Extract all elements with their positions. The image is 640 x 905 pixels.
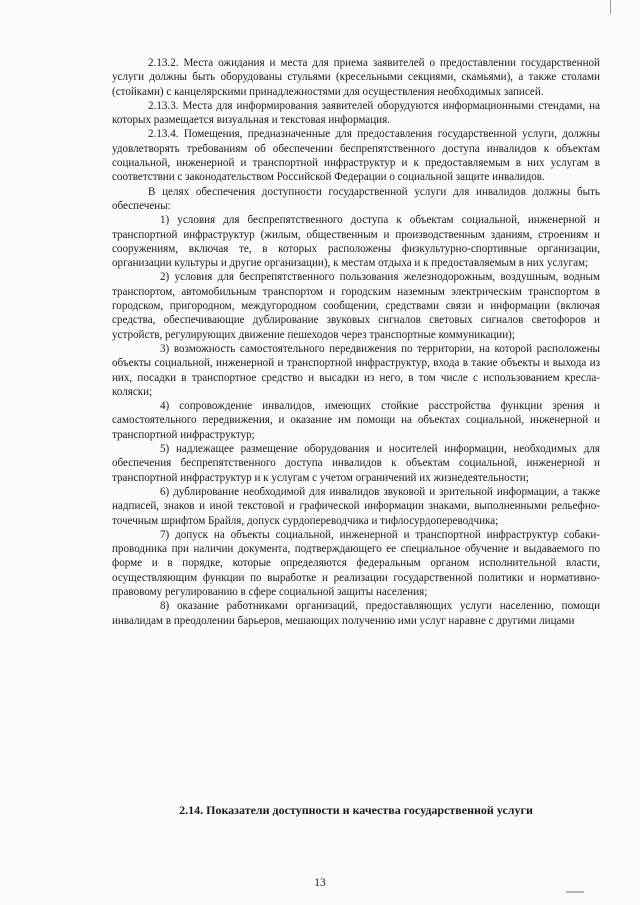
section-heading: 2.14. Показатели доступности и качества государственной услуги (179, 803, 533, 817)
list-item-4: 4) сопровождение инвалидов, имеющих стойкие расстройства функции зрения и самостоятельного передвижения, и оказание им помощи на объектах социальной, инженерной и транспортной инфраструктур; (112, 400, 600, 441)
list-item-3: 3) возможность самостоятельного передвижения по территории, на которой расположены объекты социальной, инженерной и транспортной инфраструктур, входа в такие объекты и выхода из них, посадки в транспортное средство и высадки из него, в том числе с использованием кресла-коляски; (112, 342, 600, 398)
list-item-5: 5) надлежащее размещение оборудования и носителей информации, необходимых для обеспечения беспрепятственного доступа инвалидов к объектам социальной, инженерной и транспортной инфраструктур и к услугам с учетом ограничений их жизнедеятельности; (112, 443, 600, 484)
list-item-1: 1) условия для беспрепятственного доступа к объектам социальной, инженерной и транспортной инфраструктур (жилым, общественным и производственным зданиям, строениям и сооружениям, включая те, в которых расположены физкультурно-спортивные организации, организации культуры и другие организации), к местам отдыха и к предоставляемым в них услугам; (112, 214, 600, 270)
list-item-2: 2) условия для беспрепятственного пользования железнодорожным, воздушным, водным транспортом, автомобильным транспортом и городским наземным электрическим транспортом в городском, пригородном, междугородном сообщении, средствами связи и информации (включая средства, обеспечивающие дублирование звуковых сигналов световых сигналов светофоров и устройств, регулирующих движение пешеходов через транспортные коммуникации); (112, 271, 600, 341)
scan-edge-mark (610, 0, 611, 14)
document-body (112, 56, 600, 628)
list-item-8: 8) оказание работниками организаций, предоставляющих услуги населению, помощи инвалидам в преодолении барьеров, мешающих получению ими услуг наравне с другими лицами (112, 600, 600, 627)
paragraph-2-13-3: 2.13.3. Места для информирования заявителей оборудуются информационными стендами, на которых размещается визуальная и текстовая информация. (112, 99, 600, 127)
paragraph-2-13-4: 2.13.4. Помещения, предназначенные для предоставления государственной услуги, должны удовлетворять требованиям об обеспечении беспрепятственного доступа инвалидов к объектам социальной, инженерной и транспортной инфраструктур и к предоставляемым в них услугам в соответствии с законодательством Российской Федерации о социальной защите инвалидов. (112, 128, 600, 184)
paragraph-2-13-2: 2.13.2. Места ожидания и места для приема заявителей о предоставлении государственной услуги должны быть оборудованы стульями (кресельными секциями, скамьями), а также столами (стойками) с канцелярскими принадлежностями для осуществления необходимых записей. (112, 57, 600, 98)
scan-corner-mark (566, 891, 584, 893)
list-item-7: 7) допуск на объекты социальной, инженерной и транспортной инфраструктур собаки-проводника при наличии документа, подтверждающего ее специальное обучение и выдаваемого по форме и в порядке, которые определяются федеральным органом исполнительной власти, осуществляющим функции по выработке и реализации государственной политики и нормативно-правовому регулированию в сфере социальной защиты населения; (112, 528, 600, 598)
page-number: 13 (314, 877, 326, 889)
list-item-6: 6) дублирование необходимой для инвалидов звуковой и зрительной информации, а также надписей, знаков и иной текстовой и графической информации знаками, выполненными рельефно-точечным шрифтом Брайля, допуск сурдопереводчика и тифлосурдопереводчика; (112, 485, 600, 527)
paragraph-accessibility-intro: В целях обеспечения доступности государственной услуги для инвалидов должны быть обеспечены: (112, 185, 600, 212)
